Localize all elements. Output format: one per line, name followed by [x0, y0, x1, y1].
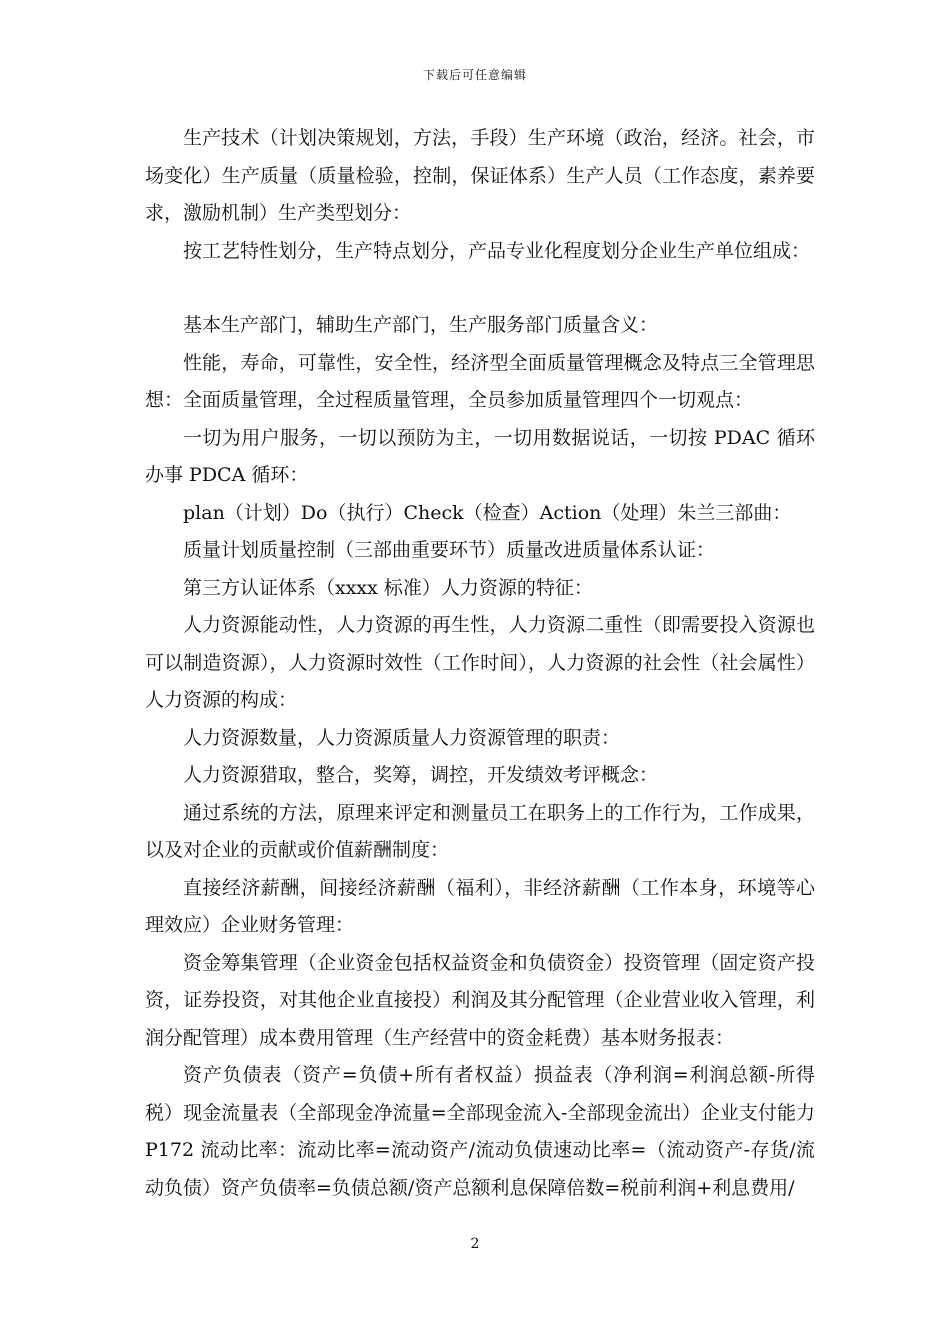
paragraph-12: 通过系统的方法，原理来评定和测量员工在职务上的工作行为，工作成果，以及对企业的贡献或价值薪酬制度： [145, 801, 815, 861]
paragraph-3: 基本生产部门，辅助生产部门，生产服务部门质量含义： [183, 314, 659, 336]
paragraph-1: 生产技术（计划决策规划，方法，手段）生产环境（政治，经济。社会，市场变化）生产质量（质量检验，控制，保证体系）生产人员（工作态度，素养要求，激励机制）生产类型划分： [145, 127, 815, 224]
paragraph-2: 按工艺特性划分，生产特点划分，产品专业化程度划分企业生产单位组成： [183, 239, 811, 262]
page-number: 2 [470, 1236, 480, 1252]
page-header: 下载后可任意编辑 [422, 68, 527, 82]
paragraph-10: 人力资源数量，人力资源质量人力资源管理的职责： [183, 726, 621, 749]
paragraph-11: 人力资源猎取，整合，奖筹，调控，开发绩效考评概念： [183, 764, 659, 786]
paragraph-14: 资金筹集管理（企业资金包括权益资金和负债资金）投资管理（固定资产投资，证券投资，对其他企业直接投）利润及其分配管理（企业营业收入管理，利润分配管理）成本费用管理（生产经营中的资金耗费）基本财务报表： [145, 951, 815, 1049]
paragraph-9: 人力资源能动性，人力资源的再生性，人力资源二重性（即需要投入资源也可以制造资源），人力资源时效性（工作时间），人力资源的社会性（社会属性）人力资源的构成： [145, 614, 815, 711]
paragraph-6: plan（计划）Do（执行）Check（检查）Action（处理）朱兰三部曲： [183, 501, 792, 524]
paragraph-5: 一切为用户服务，一切以预防为主，一切用数据说话，一切按 PDAC 循环办事 PDCA 循环： [145, 426, 815, 486]
document-body [145, 120, 815, 1207]
paragraph-15: 资产负债表（资产=负债+所有者权益）损益表（净利润=利润总额-所得税）现金流量表（全部现金净流量=全部现金流入-全部现金流出）企业支付能力 P172 流动比率：流动比率=流动资产/流动负债速动比率=（流动资产-存货/流动负债）资产负债率=负债总额/资产总额利息保障倍数=税前利润+利息费用/ [145, 1064, 815, 1199]
blank-line [145, 270, 815, 307]
paragraph-4: 性能，寿命，可靠性，安全性，经济型全面质量管理概念及特点三全管理思想：全面质量管理，全过程质量管理，全员参加质量管理四个一切观点： [145, 351, 815, 411]
paragraph-7: 质量计划质量控制（三部曲重要环节）质量改进质量体系认证： [183, 539, 716, 561]
paragraph-8: 第三方认证体系（xxxx 标准）人力资源的特征： [183, 576, 593, 599]
paragraph-13: 直接经济薪酬，间接经济薪酬（福利），非经济薪酬（工作本身，环境等心理效应）企业财务管理： [145, 876, 815, 936]
